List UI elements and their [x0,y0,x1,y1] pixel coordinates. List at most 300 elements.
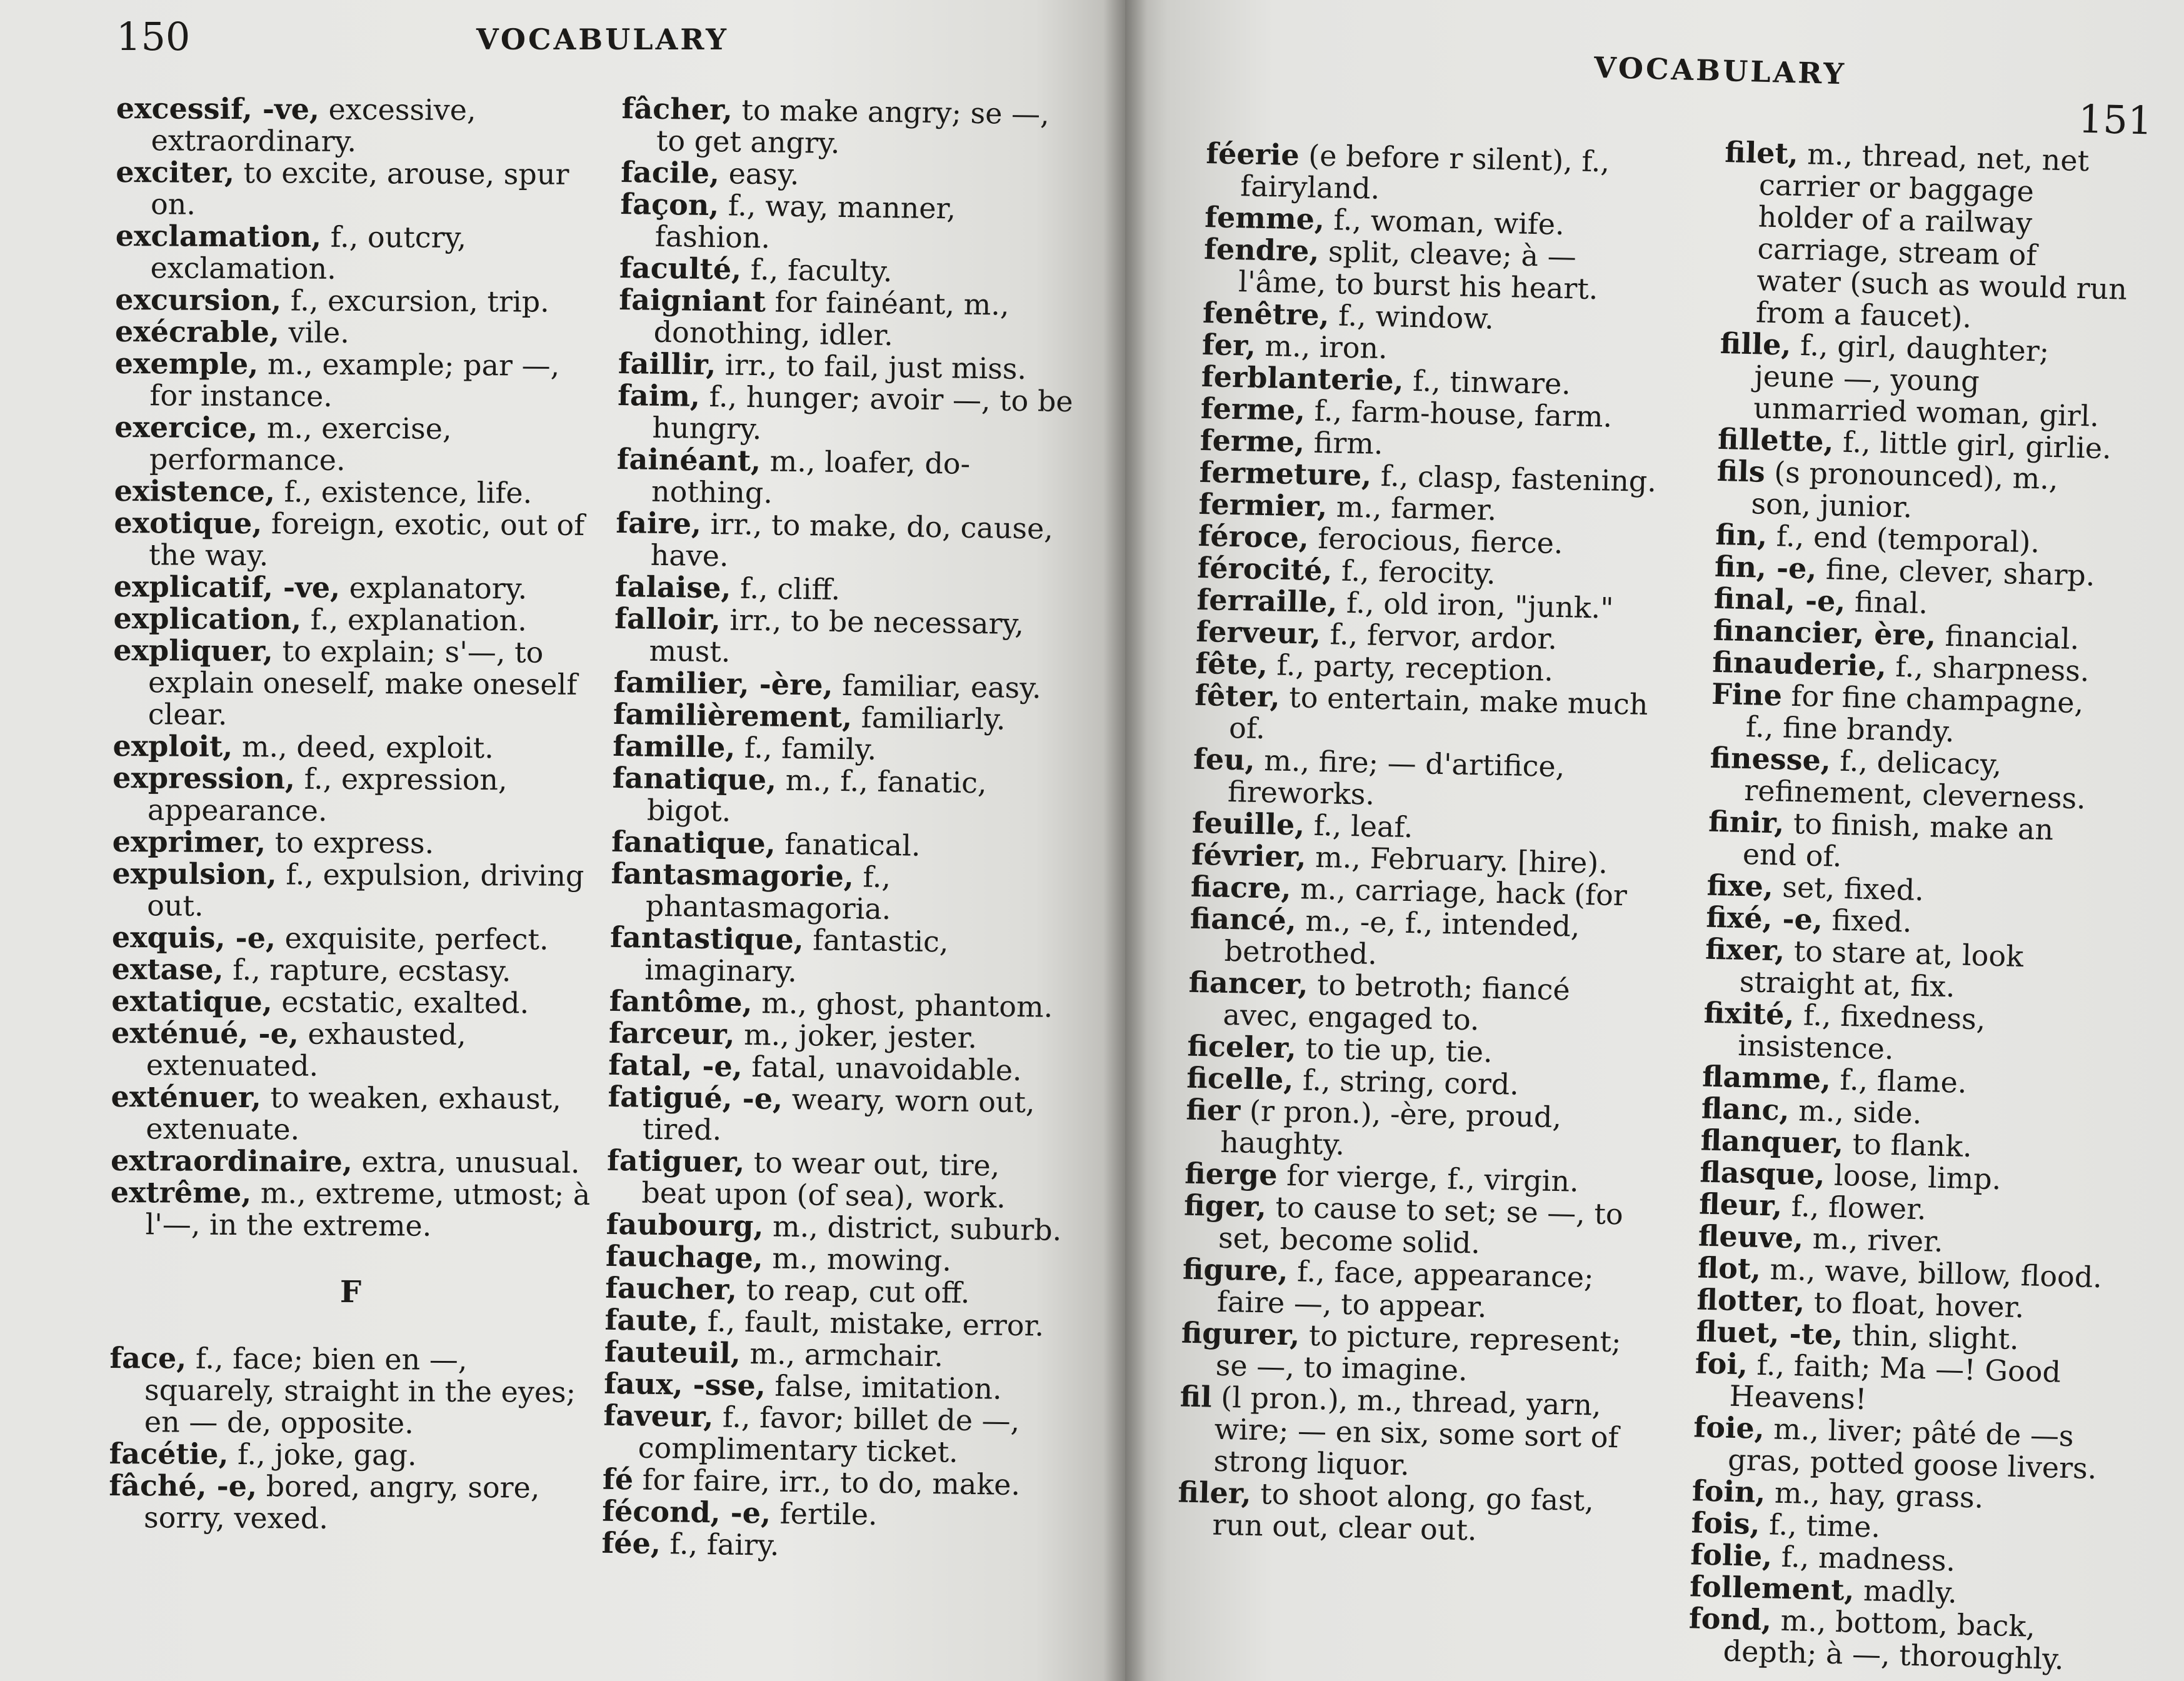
entry-headword: fauchage, [605,1238,764,1275]
vocabulary-entry [1721,136,2131,338]
entry-headword: excessif, -ve, [116,91,320,126]
entry-headword: exciter, [116,154,235,189]
entry-definition: f., phantasmagoria. [645,860,891,926]
entry-headword: farceur, [608,1015,735,1051]
entry-definition: m., river. [1803,1221,1944,1259]
vocabulary-entry [1181,1253,1645,1327]
entry-headword: figurer, [1181,1315,1300,1352]
vocabulary-entry [111,1017,593,1083]
entry-definition: (e before r silent), f., fairyland. [1240,138,1610,206]
entry-headword: faigniant [619,282,766,319]
entry-headword: ficelle, [1186,1060,1294,1097]
vocabulary-entry [109,1342,591,1440]
entry-headword: faucher, [604,1270,738,1307]
entry-definition: to finish, make an end of. [1742,806,2054,873]
entry-definition: f., joke, gag. [228,1437,417,1472]
vocabulary-entry [1710,678,2118,752]
entry-headword: féroce, [1198,518,1310,555]
entry-headword: fin, -e, [1714,549,1818,586]
entry-definition: f., fault, mistake, error. [698,1303,1044,1343]
entry-headword: filer, [1178,1475,1252,1510]
entry-definition: m., armchair. [740,1336,944,1373]
vocabulary-entry [115,220,597,286]
vocabulary-entry [111,1081,593,1147]
entry-definition: irr., to make, do, cause, have. [650,506,1054,573]
entry-definition: f., girl, daughter; jeune —, young unmarried woman, girl. [1753,328,2100,433]
entry-definition: f., family. [734,730,877,766]
entry-headword: foin, [1691,1473,1766,1510]
entry-headword: fêter, [1194,678,1281,714]
entry-definition: fanatical. [775,826,921,863]
entry-headword: fatigué, -e, [608,1079,783,1116]
book-gutter [1103,0,1147,1681]
entry-definition: excessive, extraordinary. [151,92,476,159]
entry-headword: fiancé, [1190,901,1297,938]
entry-headword: fâcher, [621,91,733,127]
vocabulary-entry [1188,966,1651,1040]
entry-definition: f., time. [1759,1507,1881,1544]
entry-definition: f., sharpness. [1886,649,2090,688]
entry-definition: f., expression, appearance. [147,761,508,828]
entry-headword: faculté, [619,250,742,286]
entry-headword: ficeler, [1187,1028,1297,1065]
entry-definition: f., expulsion, driving out. [147,857,584,923]
entry-definition: f., cliff. [731,571,841,606]
entry-definition: easy. [719,156,799,191]
vocabulary-entry [114,348,596,414]
entry-headword: fantasmagorie, [611,856,854,894]
entry-definition: to stare at, look straight at, fix. [1739,933,2024,1004]
entry-definition: f., outcry, exclamation. [150,219,467,286]
entry-definition: f., little girl, girlie. [1833,424,2112,466]
entry-definition: to weaken, exhaust, extenuate. [146,1080,561,1147]
entry-definition: f., existence, life. [274,474,533,510]
vocabulary-entry [1709,742,2116,816]
entry-definition: extra, unusual. [352,1145,580,1180]
entry-headword: face, [109,1340,187,1375]
entry-definition: ferocious, fierce. [1308,521,1564,561]
entry-headword: facétie, [109,1436,229,1471]
entry-headword: fanatique, [611,824,776,861]
entry-headword: flanc, [1701,1091,1790,1127]
vocabulary-column-2 [601,93,1081,1565]
entry-definition: for vierge, f., virgin. [1277,1158,1580,1198]
entry-definition: m., extreme, utmost; à l'—, in the extreme. [145,1176,591,1243]
entry-headword: férocité, [1197,550,1333,588]
entry-definition: irr., to be necessary, must. [649,603,1024,669]
entry-headword: financier, ère, [1713,613,1936,653]
entry-headword: faveur, [603,1398,714,1434]
section-letter-heading: F [339,1274,362,1310]
entry-headword: explication, [113,601,302,636]
vocabulary-entry [609,921,1069,991]
entry-definition: m., district, suburb. [763,1209,1062,1247]
vocabulary-entry [1718,328,2127,433]
entry-definition: f., clasp, fastening. [1371,458,1657,499]
entry-headword: ferme, [1200,423,1305,459]
entry-definition: to entertain, make much of. [1228,680,1649,746]
vocabulary-entry [601,1527,1061,1565]
entry-headword: faubourg, [606,1207,764,1243]
entry-headword: faire, [616,505,702,541]
entry-headword: figer, [1183,1188,1267,1224]
entry-definition: m., joker, jester. [734,1017,978,1055]
entry-headword: flotter, [1696,1282,1805,1319]
entry-definition: to picture, represent; se —, to imagine. [1215,1318,1622,1388]
vocabulary-entry [621,93,1081,163]
entry-headword: faillir, [618,346,716,382]
vocabulary-entry [114,571,595,605]
entry-headword: expliquer, [113,633,274,668]
entry-definition: f., string, cord. [1293,1063,1520,1101]
vocabulary-entry [614,603,1074,673]
vocabulary-entry [612,762,1072,832]
vocabulary-entry [1703,997,2110,1071]
entry-definition: bored, angry, sore, sorry, vexed. [143,1469,540,1535]
entry-definition: to express. [266,825,434,860]
entry-definition: to excite, arouse, spur on. [150,155,569,221]
page-number-left: 150 [116,14,191,59]
entry-definition: m., hay, grass. [1765,1475,1984,1515]
entry-definition: familiarly. [851,700,1006,736]
entry-definition: ecstatic, exalted. [272,985,529,1020]
entry-headword: fier [1185,1092,1241,1128]
entry-headword: fermeture, [1199,454,1372,493]
entry-definition: to reap, cut off. [736,1272,970,1310]
entry-headword: Fine [1711,676,1783,713]
entry-headword: faim, [617,378,701,413]
entry-headword: explicatif, -ve, [113,569,341,605]
vocabulary-entry [603,1400,1063,1470]
entry-definition: fine, clever, sharp. [1816,551,2096,593]
running-head-left: VOCABULARY [476,23,729,56]
entry-headword: fillette, [1717,421,1835,459]
vocabulary-entry [1194,680,1658,753]
vocabulary-entry [1177,1477,1641,1550]
vocabulary-entry [115,316,596,350]
entry-headword: fixé, -e, [1705,900,1823,937]
entry-headword: fiancer, [1188,965,1309,1001]
vocabulary-entry [109,1438,590,1472]
entry-definition: m., loafer, do-nothing. [651,444,971,510]
vocabulary-entry [114,507,596,573]
entry-headword: fluet, -te, [1695,1314,1843,1352]
entry-headword: fatal, -e, [608,1047,743,1083]
entry-headword: finesse, [1710,740,1831,778]
entry-definition: (l pron.), m., thread, yarn, wire; — en six, some sort of strong liquor. [1211,1380,1620,1482]
entry-headword: exercice, [114,409,258,445]
entry-headword: existence, [114,473,276,509]
vocabulary-entry [113,826,594,860]
entry-headword: falaise, [614,569,731,605]
entry-definition: f., rapture, ecstasy. [223,952,511,988]
entry-headword: fleur, [1698,1187,1783,1223]
entry-headword: feu, [1193,741,1256,777]
entry-headword: extase, [111,951,224,986]
vocabulary-entry [617,379,1077,449]
entry-definition: f., fixedness, insistence. [1737,998,1986,1066]
entry-definition: f., leaf. [1304,808,1414,845]
entry-headword: féerie [1205,136,1300,173]
entry-headword: foie, [1693,1410,1765,1446]
entry-headword: fiacre, [1190,869,1292,906]
entry-definition: m., thread, net, net carrier or baggage holder of a railway carriage, stream of water (such as would run from a faucet). [1755,136,2128,334]
vocabulary-entry [1205,138,1669,211]
entry-definition: m., ghost, phantom. [752,986,1053,1024]
entry-headword: ferraille, [1196,582,1338,620]
entry-definition: f., way, manner, fashion. [654,188,956,255]
entry-definition: m., example; par —, for instance. [149,347,560,413]
vocabulary-entry [1693,1411,2100,1485]
vocabulary-entry [1193,743,1656,816]
entry-definition: m., February. [hire). [1306,840,1608,880]
entry-definition: f., fervor, ardor. [1320,617,1558,656]
entry-definition: f., faith; Ma —! Good Heavens! [1729,1347,2061,1417]
entry-headword: final, -e, [1713,581,1846,618]
entry-definition: fatal, unavoidable. [742,1049,1023,1088]
entry-headword: familier, -ère, [613,665,833,702]
vocabulary-entry [112,921,593,956]
entry-headword: exécrable, [114,314,280,349]
vocabulary-entry [111,985,593,1020]
entry-definition: m., exercise, performance. [149,411,452,477]
entry-definition: vile. [279,315,349,349]
entry-definition: m., iron. [1255,328,1388,366]
entry-definition: foreign, exotic, out of the way. [148,506,585,573]
entry-headword: février, [1191,837,1307,874]
entry-headword: exemple, [114,346,259,381]
entry-definition: f., face, appearance; faire —, to appear. [1216,1254,1595,1324]
entry-definition: m., side. [1789,1093,1922,1131]
entry-definition: f., old iron, "junk." [1336,585,1614,625]
entry-definition: madly. [1853,1573,1958,1610]
entry-definition: to cause to set; se —, to set, become solid. [1218,1190,1624,1260]
entry-definition: f., party, reception. [1267,648,1554,688]
entry-headword: fatiguer, [606,1143,745,1179]
entry-headword: exploit, [113,728,233,763]
entry-headword: exotique, [114,505,263,541]
entry-headword: fâché, -e, [109,1468,258,1503]
vocabulary-entry [1185,1094,1649,1167]
entry-definition: to betroth; fiancé avec, engaged to. [1223,967,1571,1037]
entry-definition: m., wave, billow, flood. [1760,1252,2103,1295]
entry-headword: finauderie, [1711,645,1887,683]
entry-definition: to make angry; se —, to get angry. [656,93,1050,160]
entry-headword: fécond, -e, [601,1493,771,1530]
entry-definition: for fainéant, m., donothing, idler. [653,284,1009,353]
vocabulary-entry [114,475,596,509]
entry-headword: foi, [1695,1346,1748,1382]
entry-definition: thin, slight. [1842,1318,2020,1357]
vocabulary-entry [1707,806,2115,880]
vocabulary-entry [109,1470,591,1536]
entry-headword: fauteuil, [604,1334,741,1370]
entry-headword: fierge [1184,1156,1278,1192]
vocabulary-entry [113,762,594,828]
entry-definition: exhausted, extenuated. [146,1016,466,1083]
entry-headword: fixité, [1703,995,1795,1032]
vocabulary-entry [115,284,596,318]
vocabulary-entry [1178,1381,1643,1486]
entry-definition: f., madness. [1771,1539,1956,1578]
entry-headword: fantôme, [609,983,753,1020]
entry-definition: m., mowing. [763,1241,952,1278]
vocabulary-entry [111,1145,592,1179]
entry-headword: flamme, [1701,1059,1831,1096]
entry-definition: f., flame. [1830,1062,1968,1100]
entry-headword: faute, [604,1302,699,1338]
entry-definition: f., hunger; avoir —, to be hungry. [652,379,1074,446]
entry-headword: figure, [1182,1252,1289,1288]
vocabulary-entry [616,443,1076,513]
vocabulary-entry [608,1081,1068,1151]
entry-headword: fainéant, [616,441,761,478]
entry-headword: façon, [620,186,719,223]
vocabulary-entry [618,284,1078,354]
entry-definition: false, imitation. [765,1368,1003,1406]
entry-definition: f., delicacy, refinement, cleverness. [1743,743,2086,816]
entry-definition: m., fire; — d'artifice, fireworks. [1227,743,1565,811]
entry-definition: for faire, irr., to do, make. [633,1462,1021,1502]
entry-headword: ferveur, [1195,614,1321,651]
entry-headword: excursion, [115,282,282,318]
entry-definition: m., bottom, back, depth; à —, thoroughly. [1723,1603,2065,1676]
entry-definition: (s pronounced), m., son, junior. [1751,454,2059,524]
vocabulary-entry [113,730,594,765]
entry-headword: fête, [1195,646,1268,682]
entry-headword: exténuer, [111,1079,261,1115]
entry-headword: exténué, -e, [111,1015,299,1051]
entry-definition: f., tinware. [1403,363,1571,401]
vocabulary-entry [1189,903,1653,976]
running-head-right: VOCABULARY [1593,50,1847,91]
entry-headword: finir, [1708,804,1785,840]
vocabulary-entry [1203,233,1667,306]
entry-headword: fermier, [1198,486,1328,524]
entry-headword: expulsion, [112,856,277,891]
entry-headword: flot, [1697,1250,1761,1286]
entry-headword: fil [1180,1379,1213,1414]
vocabulary-entry [1183,1190,1647,1263]
entry-definition: m., deed, exploit. [233,729,494,765]
entry-headword: fille, [1720,326,1792,362]
entry-definition: firm. [1304,425,1384,461]
entry-definition: f., face; bien en —, squarely, straight in the eyes; en — de, opposite. [144,1341,576,1440]
vocabulary-entry [116,156,598,223]
vocabulary-entry [116,93,598,159]
entry-definition: to flank. [1843,1127,1973,1164]
vocabulary-entry [606,1145,1066,1215]
entry-headword: fixer, [1705,931,1785,968]
entry-headword: flasque, [1699,1155,1826,1192]
entry-headword: fée, [601,1525,661,1561]
entry-headword: fenêtre, [1202,295,1330,333]
vocabulary-column-3 [1177,138,1669,1550]
entry-headword: extrême, [110,1175,252,1210]
entry-headword: follement, [1689,1569,1855,1607]
vocabulary-entry [1704,933,2111,1007]
entry-definition: exquisite, perfect. [275,921,549,956]
entry-headword: exprimer, [112,824,266,860]
entry-headword: fendre, [1203,231,1320,268]
entry-headword: fleuve, [1698,1218,1804,1255]
entry-headword: familièrement, [613,696,853,735]
vocabulary-entry [615,507,1075,577]
entry-definition: to float, hover. [1804,1285,2025,1325]
entry-headword: fin, [1715,517,1768,553]
entry-definition: f., flower. [1781,1188,1927,1227]
vocabulary-entry [1716,455,2123,529]
entry-headword: faux, -sse, [603,1366,766,1403]
entry-definition: to explain; s'—, to explain oneself, make oneself clear. [148,634,578,731]
entry-definition: final. [1845,584,1928,621]
entry-definition: m., farmer. [1326,489,1497,527]
entry-headword: falloir, [614,601,721,637]
entry-definition: fertile. [770,1496,878,1532]
entry-headword: flanquer, [1700,1123,1844,1161]
entry-definition: to shoot along, go fast, run out, clear out. [1211,1476,1595,1547]
entry-headword: fé [602,1462,634,1497]
entry-definition: familiar, easy. [833,668,1042,705]
entry-definition: set, fixed. [1773,870,1925,908]
entry-definition: m., -e, f., intended, betrothed. [1224,903,1581,971]
entry-headword: ferme, [1200,391,1306,428]
entry-definition: f., end (temporal). [1766,518,2040,559]
vocabulary-column-4 [1688,136,2131,1676]
entry-definition: fantastic, imaginary. [644,923,949,989]
entry-headword: fils [1716,453,1766,489]
entry-headword: extatique, [111,983,273,1019]
vocabulary-entry [619,188,1079,258]
vocabulary-entry [1688,1602,2095,1676]
entry-headword: fanatique, [612,760,777,797]
entry-definition: loose, limp. [1824,1158,2002,1197]
entry-headword: facile, [620,154,720,191]
vocabulary-entry [1180,1317,1644,1390]
entry-definition: fixed. [1822,903,1913,939]
vocabulary-column-1 [109,93,598,1536]
entry-headword: expression, [113,760,296,796]
entry-definition: (r pron.), -ère, proud, haughty. [1220,1093,1562,1162]
entry-definition: for fine champagne, f., fine brandy. [1745,678,2084,749]
entry-definition: m., f., fanatic, bigot. [646,763,987,828]
vocabulary-entry [110,1177,592,1243]
entry-definition: m., liver; pâté de —s gras, potted goose livers. [1727,1412,2098,1486]
vocabulary-entry [610,858,1070,928]
entry-definition: f., window. [1329,298,1495,336]
entry-definition: irr., to fail, just miss. [715,348,1027,386]
entry-headword: exquis, -e, [111,920,276,955]
entry-definition: split, cleave; à — l'âme, to burst his heart. [1238,234,1599,306]
entry-definition: f., ferocity. [1331,553,1496,591]
vocabulary-entry [1694,1347,2101,1421]
vocabulary-entry [112,953,593,988]
entry-headword: femme, [1204,199,1325,236]
entry-headword: famille, [613,728,736,765]
entry-definition: f., farm-house, farm. [1305,393,1613,434]
entry-headword: fixe, [1706,868,1774,904]
entry-headword: exclamation, [115,218,322,254]
entry-definition: f., fairy. [660,1527,779,1562]
entry-definition: m., carriage, hack (for [1291,871,1628,913]
entry-headword: filet, [1724,135,1799,171]
entry-definition: f., explanation. [301,602,528,638]
entry-headword: folie, [1690,1537,1773,1573]
entry-headword: fond, [1688,1601,1772,1637]
entry-headword: feuille, [1191,805,1305,842]
entry-definition: explanatory. [339,570,528,606]
entry-headword: ferblanterie, [1201,359,1405,398]
